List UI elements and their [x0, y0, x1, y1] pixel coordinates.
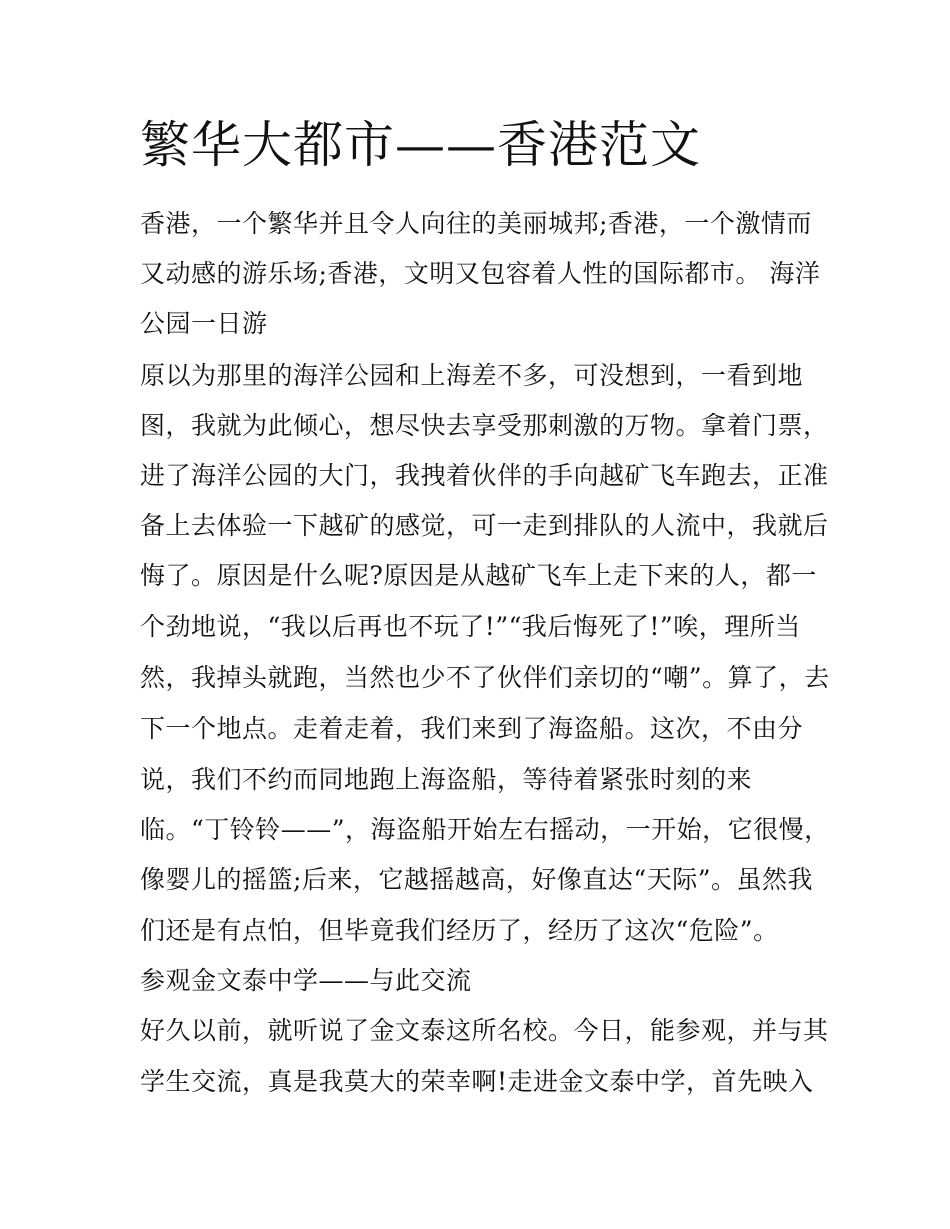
paragraph-line: 临。“丁铃铃——”，海盗船开始左右摇动，一开始，它很慢， — [140, 815, 830, 844]
paragraph-line: 进了海洋公园的大门，我拽着伙伴的手向越矿飞车跑去，正准 — [140, 461, 829, 490]
document-title: 繁华大都市——香港范文 — [140, 116, 701, 174]
paragraph-line: 香港，一个繁华并且令人向往的美丽城邦;香港，一个激情而 — [140, 209, 812, 238]
paragraph-line: 说，我们不约而同地跑上海盗船，等待着紧张时刻的来 — [140, 765, 753, 794]
section-heading-line: 公园一日游 — [140, 309, 268, 338]
paragraph-line: 下一个地点。走着走着，我们来到了海盗船。这次，不由分 — [140, 714, 804, 743]
paragraph-line: 然，我掉头就跑，当然也少不了伙伴们亲切的“嘲”。算了，去 — [140, 663, 830, 692]
section-heading-line: 参观金文泰中学——与此交流 — [140, 966, 472, 995]
paragraph-line: 像婴儿的摇篮;后来，它越摇越高，好像直达“天际”。虽然我 — [140, 865, 813, 894]
paragraph-line: 原以为那里的海洋公园和上海差不多，可没想到，一看到地 — [140, 361, 804, 390]
paragraph-line: 学生交流，真是我莫大的荣幸啊!走进金文泰中学，首先映入 — [140, 1067, 814, 1096]
paragraph-line: 好久以前，就听说了金文泰这所名校。今日，能参观，并与其 — [140, 1016, 829, 1045]
paragraph-line: 悔了。原因是什么呢?原因是从越矿飞车上走下来的人，都一 — [140, 561, 817, 590]
paragraph-line: 们还是有点怕，但毕竟我们经历了，经历了这次“危险”。 — [140, 916, 779, 945]
paragraph-line: 个劲地说，“我以后再也不玩了!”“我后悔死了!”唉，理所当 — [140, 612, 801, 641]
paragraph-line: 图，我就为此倾心，想尽快去享受那刺激的万物。拿着门票， — [140, 411, 829, 440]
paragraph-line: 又动感的游乐场;香港，文明又包容着人性的国际都市。 海洋 — [140, 259, 821, 288]
paragraph-line: 备上去体验一下越矿的感觉，可一走到排队的人流中，我就后 — [140, 511, 829, 540]
